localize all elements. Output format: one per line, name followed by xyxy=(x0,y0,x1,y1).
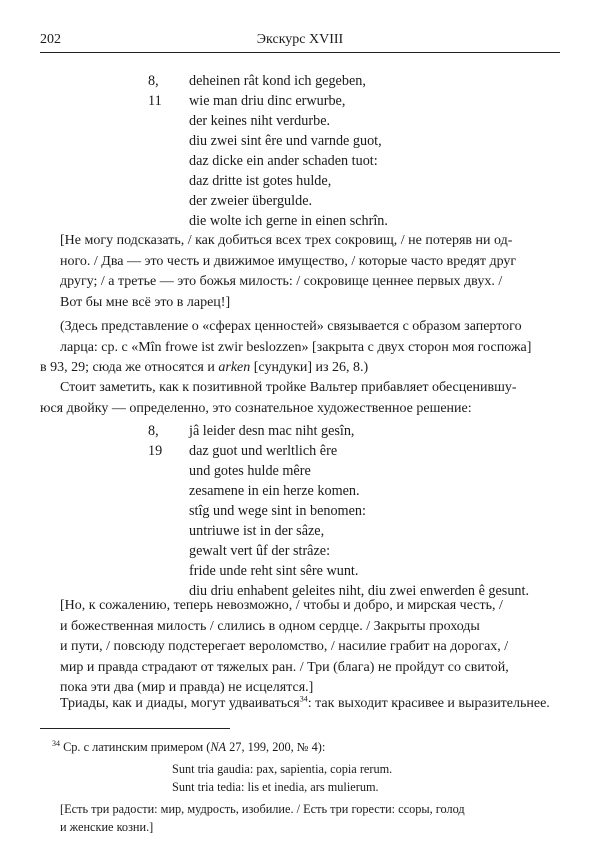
footnote-marker[interactable]: 34 xyxy=(299,694,308,704)
text-line: пока эти два (мир и правда) не исцелятся.] xyxy=(60,680,314,695)
paragraph-1 xyxy=(40,317,532,379)
verse-line: und gotes hulde mêre xyxy=(189,463,311,479)
text-line xyxy=(60,694,550,715)
text-line: (Здесь представление о «сферах ценностей» связывается с образом запертого xyxy=(60,319,522,334)
verse-line: untriuwe ist in der sâze, xyxy=(189,523,325,539)
verse-translation-2 xyxy=(60,596,509,699)
text-run: Ср. с латинским примером ( xyxy=(60,740,211,754)
verse-line: wie man driu dinc erwurbe, xyxy=(189,93,346,109)
verse-line: stîg und wege sint in benomen: xyxy=(189,503,366,519)
text-line: Sunt tria gaudia: pax, sapientia, copia rerum. xyxy=(172,762,393,776)
text-line: юся двойку — определенно, это сознательное художественное решение: xyxy=(40,400,472,416)
text-line: Стоит заметить, как к позитивной тройке Вальтер прибавляет обесценившу- xyxy=(60,380,517,395)
footnote-latin-quote xyxy=(172,760,392,796)
italic-term: NA xyxy=(210,740,227,754)
text-line: Sunt tria tedia: lis et inedia, ars mulierum. xyxy=(172,780,379,794)
text-run: Триады, как и диады, могут удваиваться xyxy=(60,696,300,711)
text-line: ларца: ср. с «Mîn frowe ist zwir beslozzen» [закрыта с двух сторон моя госпожа] xyxy=(60,339,532,355)
paragraph-2 xyxy=(40,378,517,419)
verse-line: deheinen rât kond ich gegeben, xyxy=(189,73,366,89)
text-line: [Есть три радости: мир, мудрость, изобилие. / Есть три горести: ссоры, голод xyxy=(60,802,465,816)
verse-line: der keines niht verdurbe. xyxy=(189,113,331,129)
verse-translation-1 xyxy=(60,231,516,313)
text-line: Вот бы мне всё это в ларец!] xyxy=(60,294,231,310)
text-line: и женские козни.] xyxy=(60,820,154,834)
text-line: [Не могу подсказать, / как добиться всех трех сокровищ, / не потеряв ни од- xyxy=(60,233,513,248)
verse-lines xyxy=(189,421,529,601)
italic-term: arken xyxy=(218,360,251,375)
text-run: 27, 199, 200, № 4): xyxy=(226,740,326,754)
verse-lines xyxy=(189,71,388,231)
footnote-divider xyxy=(40,728,230,729)
text-line: и пути, / повсюду подстерегает вероломство, / насилие грабит на дорогах, / xyxy=(60,639,509,654)
footnote-34 xyxy=(52,738,325,756)
page-header xyxy=(40,30,560,53)
footnote-translation xyxy=(60,800,465,836)
verse-line: daz guot und werltlich êre xyxy=(189,443,338,459)
verse-line: daz dritte ist gotes hulde, xyxy=(189,173,332,189)
text-line: другу; / а третье — это божья милость: / сокровище ценнее первых двух. / xyxy=(60,274,503,289)
paragraph-3 xyxy=(60,694,550,715)
text-run: в 93, 29; сюда же относятся и xyxy=(40,360,219,375)
verse-line: diu zwei sint êre und varnde guot, xyxy=(189,133,382,149)
page-number: 202 xyxy=(40,32,61,47)
text-line: [Но, к сожалению, теперь невозможно, / чтобы и добро, и мирская честь, / xyxy=(60,598,503,613)
verse-line: daz dicke ein ander schaden tuot: xyxy=(189,153,378,169)
text-line xyxy=(52,738,325,756)
text-line: ного. / Два — это честь и движимое имущество, / которые часто вредят друг xyxy=(60,253,517,269)
running-title: Экскурс XVIII xyxy=(256,32,344,47)
text-line: и божественная милость / слились в одном сердце. / Закрыты проходы xyxy=(60,618,480,634)
text-line xyxy=(40,358,531,379)
verse-line: fride unde reht sint sêre wunt. xyxy=(189,563,359,579)
text-run: : так выходит красивее и выразительнее. xyxy=(307,696,550,711)
verse-line: zesamene in ein herze komen. xyxy=(189,483,360,499)
footnote-number: 34 xyxy=(52,738,60,748)
verse-line: gewalt vert ûf der strâze: xyxy=(189,543,331,559)
verse-line: diu driu enhabent geleites niht, diu zwei enwerden ê gesunt. xyxy=(189,583,530,599)
text-run: [сундуки] из 26, 8.) xyxy=(250,360,369,375)
verse-reference: 8, 11 xyxy=(148,73,162,109)
verse-line: jâ leider desn mac niht gesîn, xyxy=(189,423,355,439)
verse-line: die wolte ich gerne in einen schrîn. xyxy=(189,213,388,229)
verse-line: der zweier übergulde. xyxy=(189,193,313,209)
text-line: мир и правда страдают от тяжелых ран. / Три (блага) не пройдут со свитой, xyxy=(60,659,509,675)
verse-reference: 8, 19 xyxy=(148,423,163,459)
